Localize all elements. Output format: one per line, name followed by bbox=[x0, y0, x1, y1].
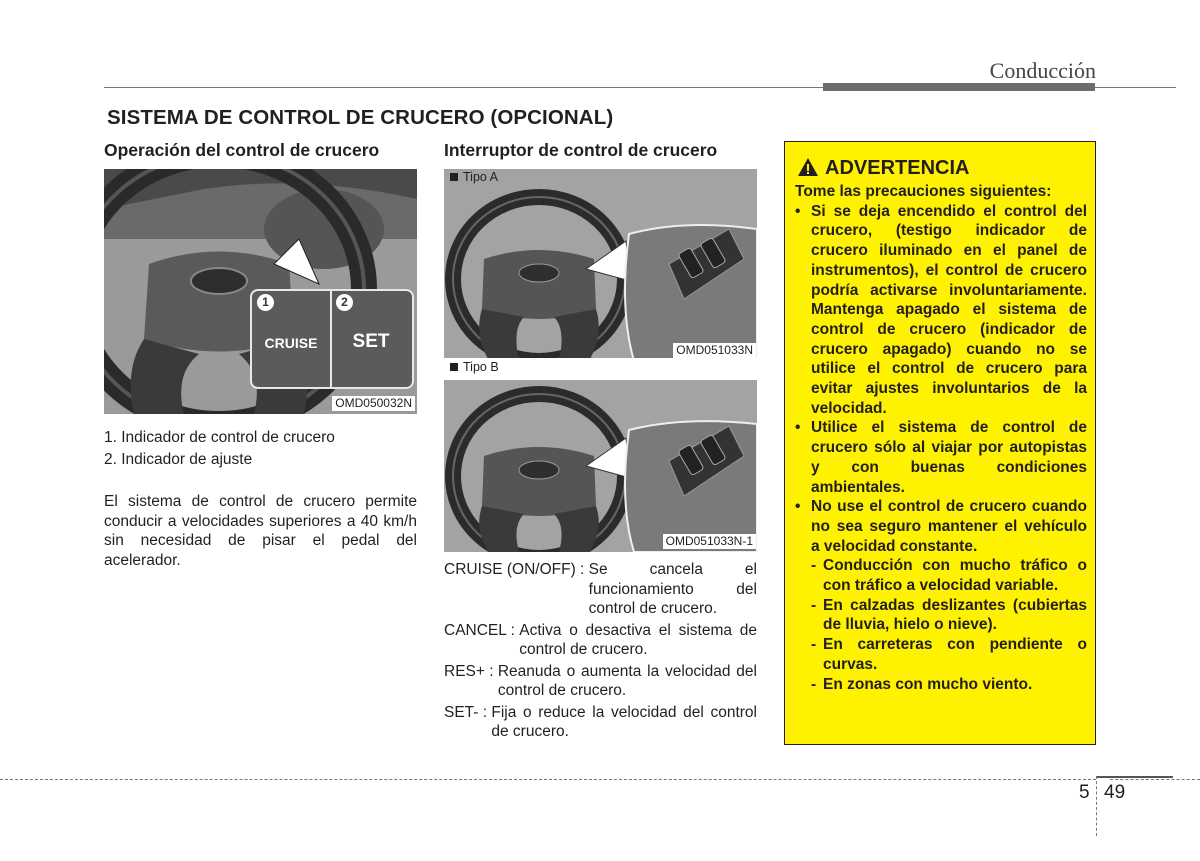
cruise-indicator-photo bbox=[104, 169, 417, 414]
warning-box bbox=[784, 141, 1096, 745]
definition-row bbox=[444, 662, 757, 701]
type-a-text: Tipo A bbox=[463, 170, 498, 184]
steering-wheel-b-illustration bbox=[444, 358, 757, 552]
square-bullet-icon bbox=[450, 363, 458, 371]
bullet-mark: • bbox=[795, 202, 801, 220]
subitem-text: En zonas con mucho viento. bbox=[823, 675, 1033, 693]
subitem-text: En calzadas deslizantes (cubiertas de lluvia, hielo o nieve). bbox=[823, 596, 1087, 634]
figure-code-a: OMD051033N bbox=[673, 343, 756, 358]
warning-subitem bbox=[795, 556, 1087, 595]
warning-subitem bbox=[795, 596, 1087, 635]
section-title: SISTEMA DE CONTROL DE CRUCERO (OPCIONAL) bbox=[107, 106, 614, 129]
bullet-text: Utilice el sistema de control de crucero sólo al viajar por autopistas y con buenas condiciones ambientales. bbox=[811, 419, 1087, 496]
header-rule-accent bbox=[823, 83, 1095, 91]
footer-rule-accent bbox=[1097, 776, 1173, 778]
footer-divider bbox=[1096, 776, 1097, 836]
warning-bullet bbox=[795, 418, 1087, 497]
definition-value: Fija o reduce la velocidad del control de crucero. bbox=[491, 703, 757, 740]
dash-mark: - bbox=[811, 596, 817, 614]
indicator-number-2: 2 bbox=[336, 294, 353, 311]
footer-rule bbox=[0, 779, 1096, 780]
bullet-text: Si se deja encendido el control del crucero, (testigo indicador de crucero iluminado en el panel de instrumentos), el control de crucero podría activarse involuntariamente. Mantenga apagado el sistema de control de crucero (indicador de crucero apagado) cuando no se utilice el control de crucero para evitar ajustes involuntarios de la velocidad. bbox=[811, 202, 1087, 417]
bullet-mark: • bbox=[795, 498, 801, 516]
cruise-description: El sistema de control de crucero permite conducir a velocidades superiores a 40 km/h sin necesidad de pisar el pedal del acelerador. bbox=[104, 493, 417, 569]
steering-wheel-a-illustration bbox=[444, 169, 757, 361]
set-indicator-label: SET bbox=[352, 331, 390, 352]
indicator-number-1: 1 bbox=[257, 294, 274, 311]
indicator-list bbox=[104, 428, 335, 469]
warning-triangle-icon bbox=[797, 157, 819, 177]
bullet-mark: • bbox=[795, 419, 801, 437]
cruise-indicator-label: CRUISE bbox=[264, 335, 318, 351]
warning-title: ADVERTENCIA bbox=[825, 157, 970, 179]
footer-rule-right bbox=[1110, 779, 1200, 780]
type-a-label bbox=[450, 170, 498, 184]
dash-mark: - bbox=[811, 636, 817, 654]
definition-row bbox=[444, 621, 757, 660]
column1-heading: Operación del control de crucero bbox=[104, 140, 380, 160]
chapter-number: 5 bbox=[1079, 782, 1090, 803]
definition-value: Se cancela el funcionamiento del control de crucero. bbox=[588, 561, 757, 617]
warning-subitem bbox=[795, 675, 1087, 695]
subitem-text: Conducción con mucho tráfico o con tráfico a velocidad variable. bbox=[823, 557, 1087, 595]
definition-row bbox=[444, 703, 757, 742]
switch-photo-type-a bbox=[444, 169, 757, 361]
column2-heading: Interruptor de control de crucero bbox=[444, 140, 718, 160]
switch-photo-type-b bbox=[444, 358, 757, 552]
list-item: 1. Indicador de control de crucero bbox=[104, 429, 335, 446]
definition-row bbox=[444, 560, 757, 619]
warning-bullet bbox=[795, 497, 1087, 556]
warning-bullet bbox=[795, 202, 1087, 419]
list-item: 2. Indicador de ajuste bbox=[104, 450, 253, 468]
page-number: 49 bbox=[1104, 782, 1126, 803]
definition-value: Activa o desactiva el sistema de control de crucero. bbox=[519, 621, 757, 658]
definition-key: CANCEL : bbox=[444, 621, 520, 639]
dash-mark: - bbox=[811, 675, 817, 693]
definition-key: RES+ : bbox=[444, 662, 498, 680]
square-bullet-icon bbox=[450, 173, 458, 181]
definition-key: CRUISE (ON/OFF) : bbox=[444, 561, 589, 578]
definition-key: SET- : bbox=[444, 703, 492, 721]
dash-mark: - bbox=[811, 557, 817, 575]
warning-subitem bbox=[795, 635, 1087, 674]
chapter-title: Conducción bbox=[989, 58, 1096, 83]
subitem-text: En carreteras con pendiente o curvas. bbox=[823, 636, 1087, 673]
warning-intro: Tome las precauciones siguientes: bbox=[795, 183, 1052, 200]
figure-code: OMD050032N bbox=[332, 396, 415, 411]
figure-code-b: OMD051033N-1 bbox=[663, 534, 756, 549]
type-b-label bbox=[450, 360, 499, 374]
switch-definitions bbox=[444, 560, 757, 742]
type-b-text: Tipo B bbox=[463, 360, 499, 374]
cruise-indicator-inset bbox=[250, 289, 414, 389]
warning-text bbox=[795, 182, 1087, 694]
bullet-text: No use el control de crucero cuando no sea seguro mantener el vehículo a velocidad constante. bbox=[811, 498, 1087, 555]
definition-value: Reanuda o aumenta la velocidad del control de crucero. bbox=[497, 662, 757, 699]
